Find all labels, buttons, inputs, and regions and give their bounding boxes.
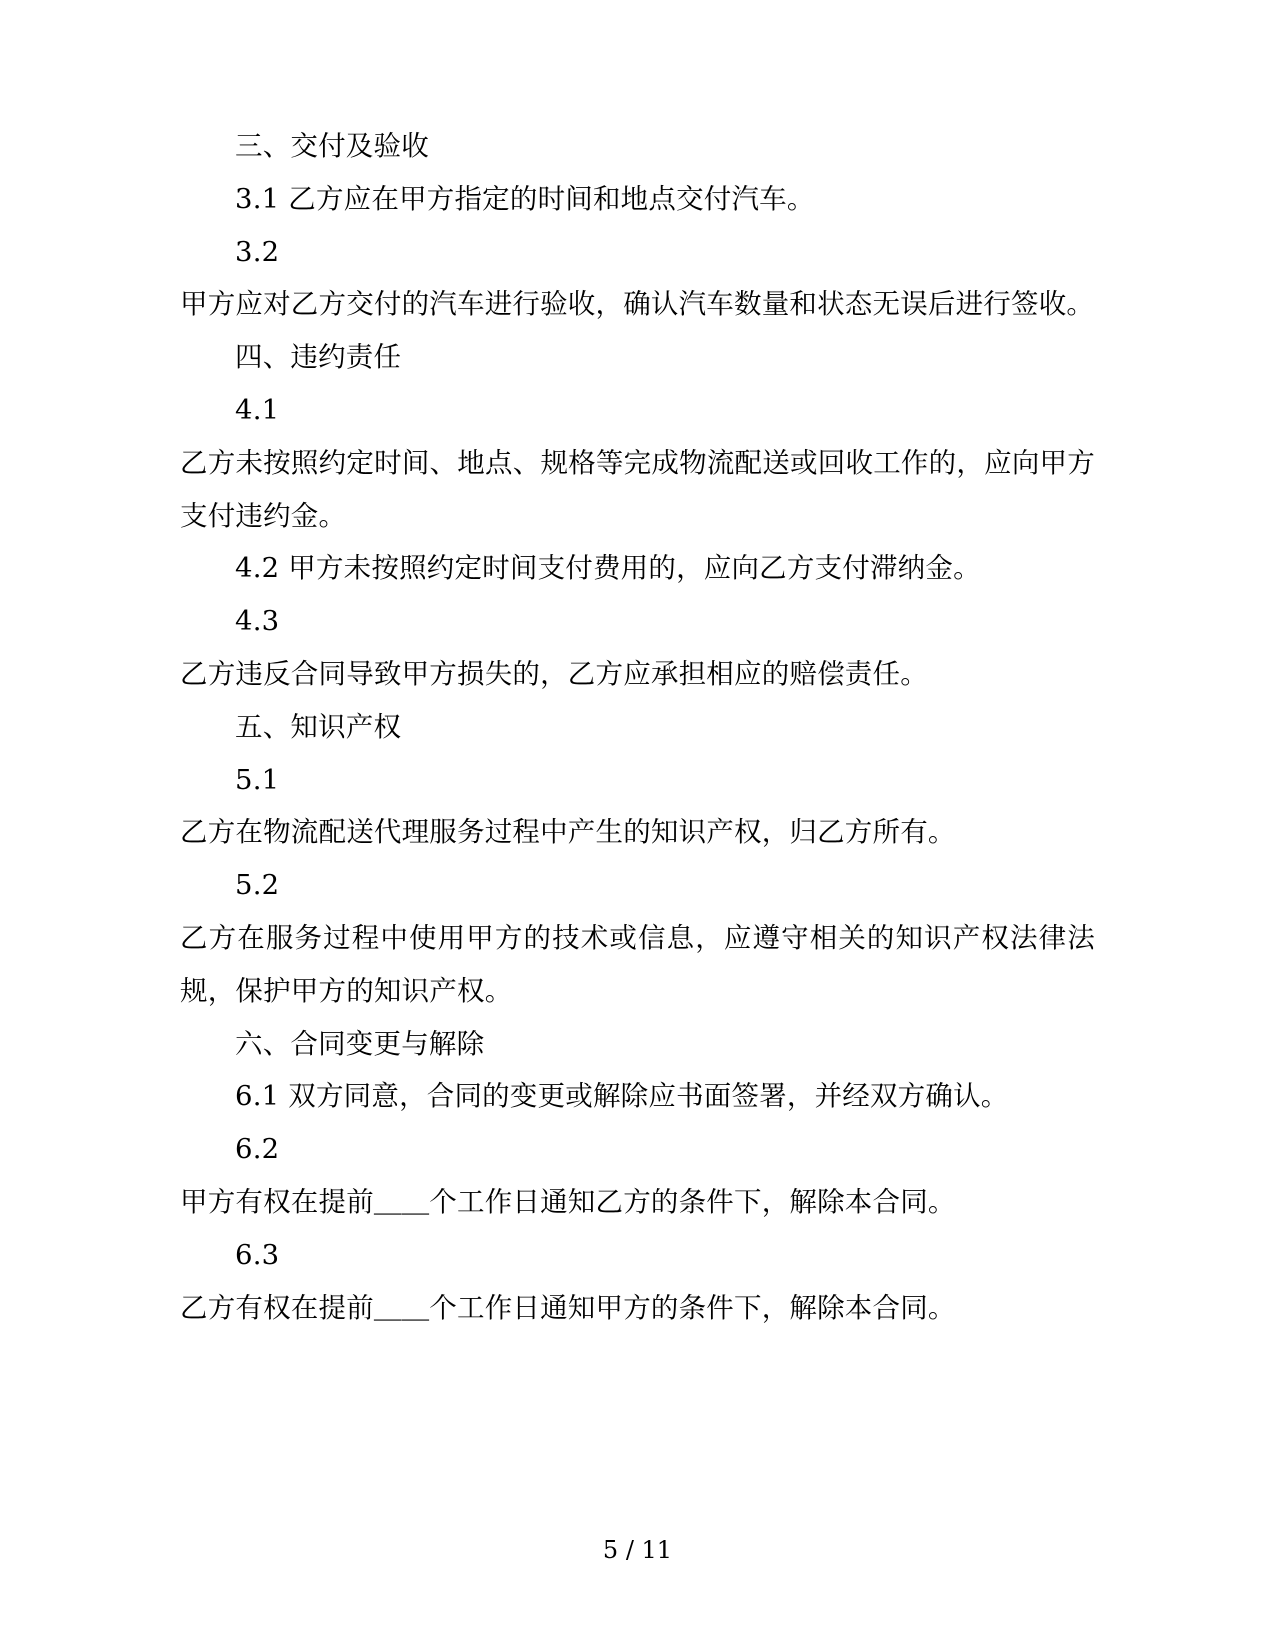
section-heading-4: 四、违约责任 (235, 341, 402, 374)
clause-4-3-text: 乙方违反合同导致甲方损失的，乙方应承担相应的赔偿责任。 (180, 657, 928, 690)
clause-5-1-text: 乙方在物流配送代理服务过程中产生的知识产权，归乙方所有。 (180, 816, 956, 849)
page-number: 5 / 11 (602, 1536, 673, 1564)
clause-3-2-text: 甲方应对乙方交付的汽车进行验收，确认汽车数量和状态无误后进行签收。 (180, 288, 1095, 321)
clause-5-1-number: 5.1 (235, 763, 280, 796)
clause-5-2-text: 乙方在服务过程中使用甲方的技术或信息，应遵守相关的知识产权法律法规，保护甲方的知识产权。 (180, 921, 1095, 1007)
clause-6-3-text: 乙方有权在提前＿＿个工作日通知甲方的条件下，解除本合同。 (180, 1291, 956, 1324)
section-heading-5: 五、知识产权 (235, 710, 402, 743)
clause-6-2-text: 甲方有权在提前＿＿个工作日通知乙方的条件下，解除本合同。 (180, 1185, 956, 1218)
clause-6-1: 6.1 双方同意，合同的变更或解除应书面签署，并经双方确认。 (235, 1080, 1009, 1113)
clause-3-2-number: 3.2 (235, 235, 280, 268)
clause-5-2-number: 5.2 (235, 869, 280, 902)
clause-4-1-number: 4.1 (235, 393, 280, 426)
clause-4-2: 4.2 甲方未按照约定时间支付费用的，应向乙方支付滞纳金。 (235, 552, 981, 585)
clause-6-2-number: 6.2 (235, 1133, 280, 1166)
clause-4-3-number: 4.3 (235, 605, 280, 638)
section-heading-6: 六、合同变更与解除 (235, 1027, 485, 1060)
clause-6-3-number: 6.3 (235, 1238, 280, 1271)
clause-4-1-text: 乙方未按照约定时间、地点、规格等完成物流配送或回收工作的，应向甲方支付违约金。 (180, 446, 1095, 532)
section-heading-3: 三、交付及验收 (235, 130, 429, 162)
document-body (180, 120, 1095, 1334)
clause-3-1: 3.1 乙方应在甲方指定的时间和地点交付汽车。 (235, 182, 815, 215)
